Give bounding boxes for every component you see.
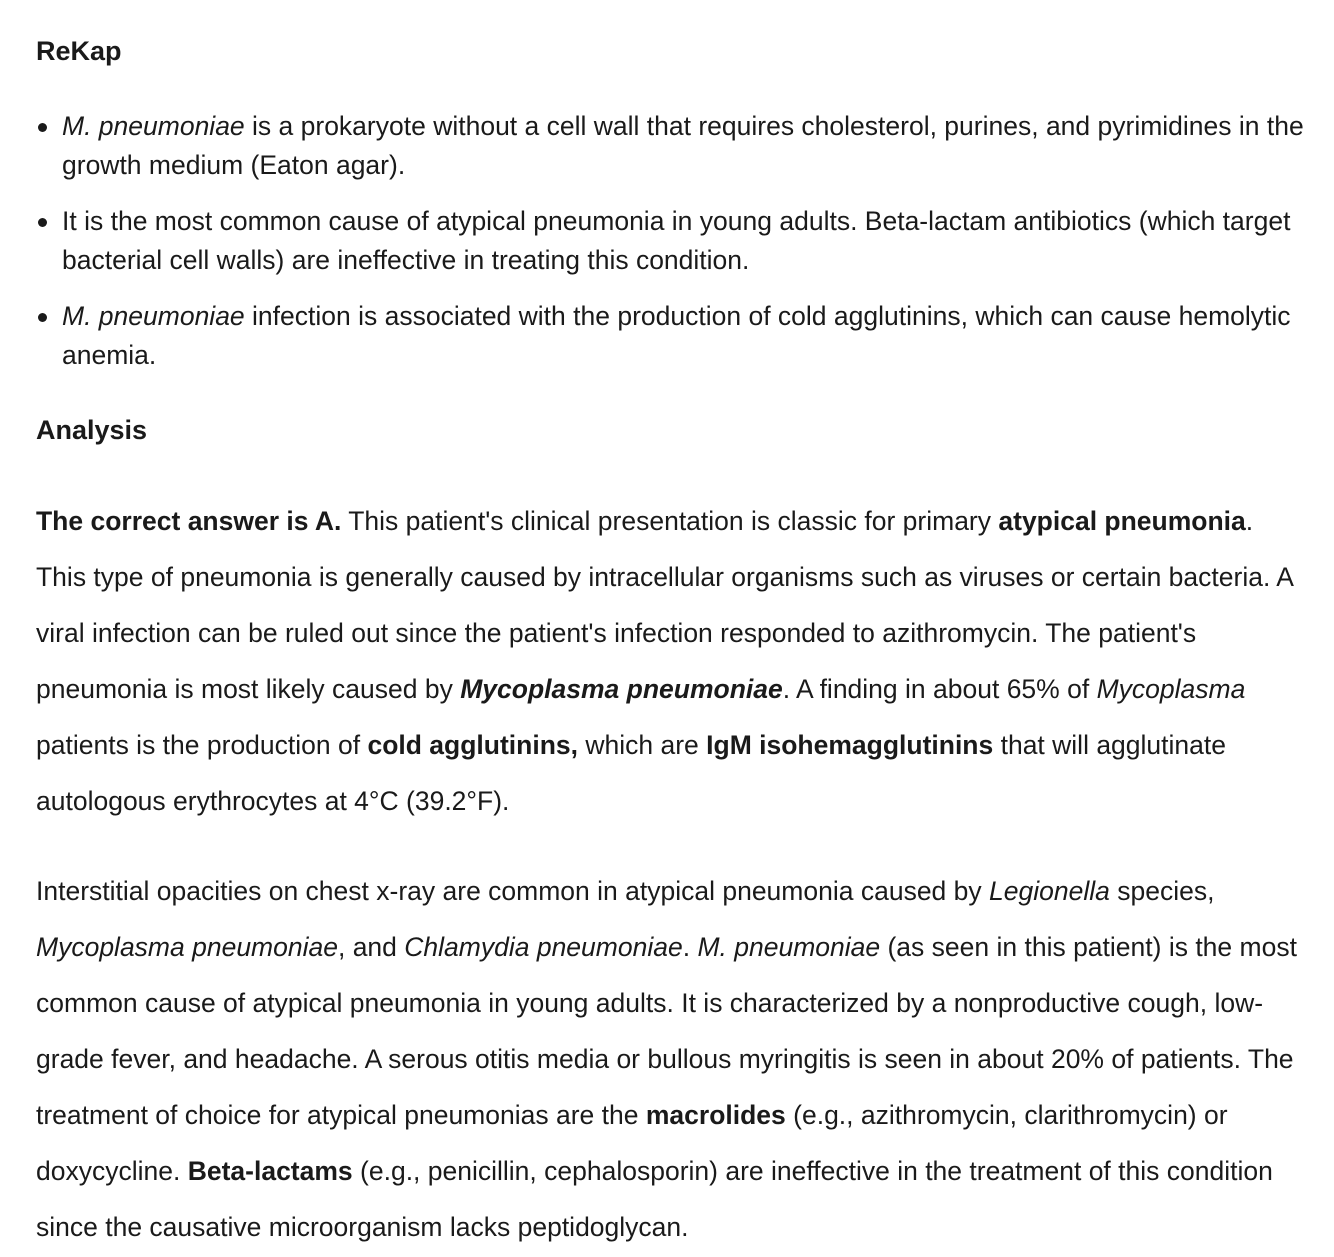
key-term: atypical pneumonia bbox=[998, 506, 1246, 536]
bullet-text: is a prokaryote without a cell wall that requires cholesterol, purines, and pyrimidines in the growth medium (Eaton agar). bbox=[62, 111, 1304, 180]
text-run: Interstitial opacities on chest x-ray are common in atypical pneumonia caused by bbox=[36, 876, 990, 906]
text-run: patients is the production of bbox=[36, 730, 368, 760]
text-run: This patient's clinical presentation is classic for primary bbox=[341, 506, 999, 536]
text-run: . A finding in about 65% of bbox=[782, 674, 1097, 704]
text-run: which are bbox=[578, 730, 707, 760]
organism-name: M. pneumoniae bbox=[697, 932, 881, 962]
text-run: (e.g., penicillin, cephalosporin) are ineffective in the treatment of this condition since the causative microorganism lacks peptidoglycan. bbox=[36, 1156, 1273, 1242]
text-run: . bbox=[682, 932, 698, 962]
bullet-text: It is the most common cause of atypical pneumonia in young adults. Beta-lactam antibiotics (which target bacterial cell walls) are ineffective in treating this condition. bbox=[62, 206, 1291, 275]
key-term: macrolides bbox=[645, 1100, 786, 1130]
analysis-heading: Analysis bbox=[36, 415, 148, 445]
text-run: that will agglutinate autologous erythrocytes at 4°C (39.2°F). bbox=[36, 730, 1226, 816]
text-run: . This type of pneumonia is generally caused by intracellular organisms such as viruses or certain bacteria. A viral infection can be ruled out since the patient's infection responded to azithromycin. The patient's pneumonia is most likely caused by bbox=[36, 506, 1293, 704]
analysis-paragraph bbox=[36, 863, 1306, 1255]
organism-name: Mycoplasma bbox=[1096, 674, 1246, 704]
key-term bbox=[460, 674, 783, 704]
answer-statement: The correct answer is A. bbox=[36, 506, 342, 536]
text-run: (as seen in this patient) is the most common cause of atypical pneumonia in young adults. It is characterized by a nonproductive cough, low-grade fever, and headache. A serous otitis media or bullous myringitis is seen in about 20% of patients. The treatment of choice for atypical pneumonias are the bbox=[36, 932, 1297, 1130]
text-run: (e.g., azithromycin, clarithromycin) or doxycycline. bbox=[36, 1100, 1228, 1186]
text-run: , and bbox=[337, 932, 405, 962]
text-run: species, bbox=[1109, 876, 1215, 906]
rekap-bullet bbox=[36, 107, 1311, 185]
rekap-bullet bbox=[36, 202, 1311, 280]
organism-name: Legionella bbox=[989, 876, 1110, 906]
organism-name: Chlamydia pneumoniae bbox=[404, 932, 683, 962]
rekap-bullet-list bbox=[36, 107, 1311, 392]
organism-name: M. pneumoniae bbox=[62, 111, 245, 141]
key-term: Beta-lactams bbox=[187, 1156, 353, 1186]
organism-name: Mycoplasma pneumoniae bbox=[460, 674, 783, 704]
analysis-paragraph bbox=[36, 493, 1306, 829]
organism-name: Mycoplasma pneumoniae bbox=[36, 932, 338, 962]
key-term: cold agglutinins, bbox=[367, 730, 578, 760]
rekap-heading: ReKap bbox=[36, 36, 122, 66]
key-term: IgM isohemagglutinins bbox=[706, 730, 994, 760]
organism-name: M. pneumoniae bbox=[62, 301, 245, 331]
bullet-text: infection is associated with the production of cold agglutinins, which can cause hemolytic anemia. bbox=[62, 301, 1291, 370]
rekap-bullet bbox=[36, 297, 1311, 375]
